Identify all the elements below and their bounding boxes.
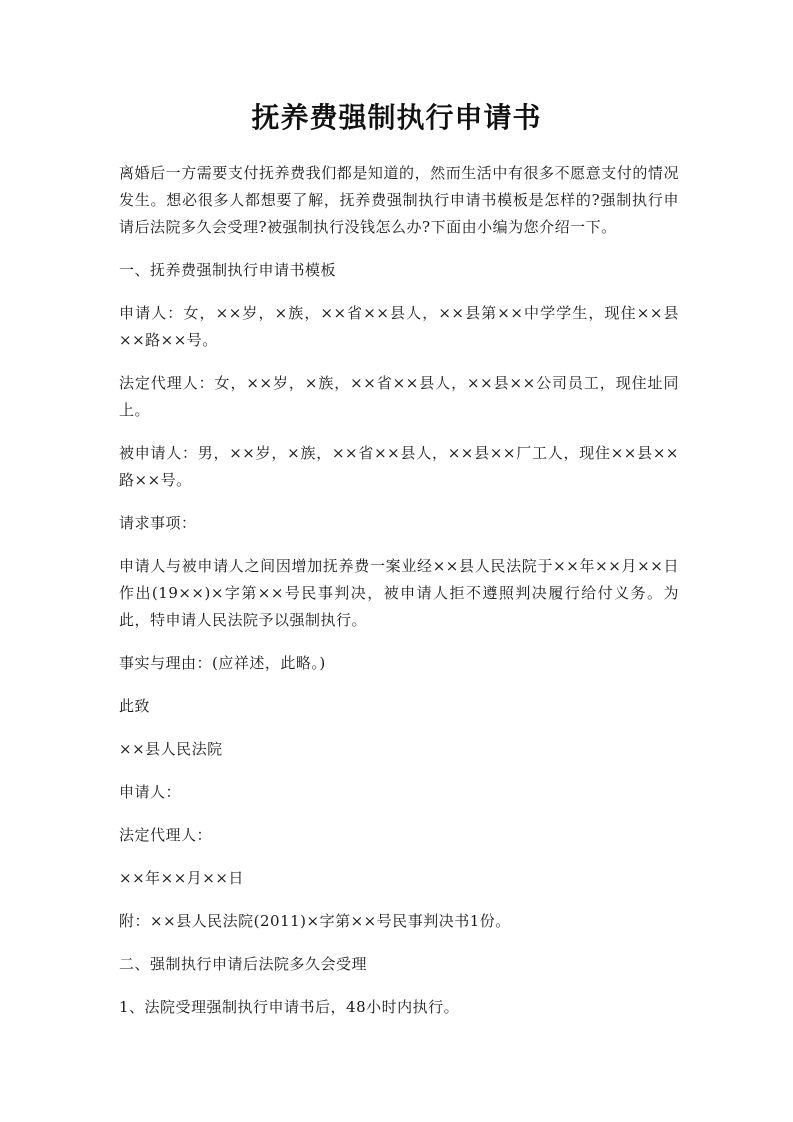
facts-reasons-paragraph: 事实与理由：(应祥述，此略。) (119, 654, 326, 672)
representative-signature-line: 法定代理人： (119, 826, 213, 844)
date-line: ××年××月××日 (119, 869, 244, 887)
claims-heading: 请求事项： (119, 514, 197, 532)
legal-representative-paragraph: 法定代理人：女，××岁，×族，××省××县人，××县××公司员工，现住址同上。 (119, 374, 679, 419)
document-title: 抚养费强制执行申请书 (251, 101, 542, 134)
respondent-paragraph: 被申请人：男，××岁，×族，××省××县人，××县××厂工人，现住××县××路××号。 (119, 444, 679, 489)
salutation-line: 此致 (119, 697, 151, 715)
acceptance-item-1: 1、法院受理强制执行申请书后，48小时内执行。 (119, 998, 460, 1016)
attachment-line: 附：××县人民法院(2011)×字第××号民事判决书1份。 (119, 912, 511, 930)
section-heading-template: 一、抚养费强制执行申请书模板 (119, 261, 337, 279)
document-body (119, 160, 679, 1037)
claims-paragraph: 申请人与被申请人之间因增加抚养费一案业经××县人民法院于××年××月××日作出(19××)×字第××号民事判决，被申请人拒不遵照判决履行给付义务。为此，特申请人民法院予以强制执行。 (119, 557, 679, 629)
applicant-signature-line: 申请人： (119, 783, 182, 801)
section-heading-acceptance: 二、强制执行申请后法院多久会受理 (119, 955, 368, 973)
court-name-line: ××县人民法院 (119, 740, 223, 758)
applicant-paragraph: 申请人：女，××岁，×族，××省××县人，××县第××中学学生，现住××县××路××号。 (119, 304, 679, 349)
intro-paragraph: 离婚后一方需要支付抚养费我们都是知道的，然而生活中有很多不愿意支付的情况发生。想必很多人都想要了解，抚养费强制执行申请书模板是怎样的?强制执行申请后法院多久会受理?被强制执行没钱怎么办?下面由小编为您介绍一下。 (119, 164, 679, 236)
